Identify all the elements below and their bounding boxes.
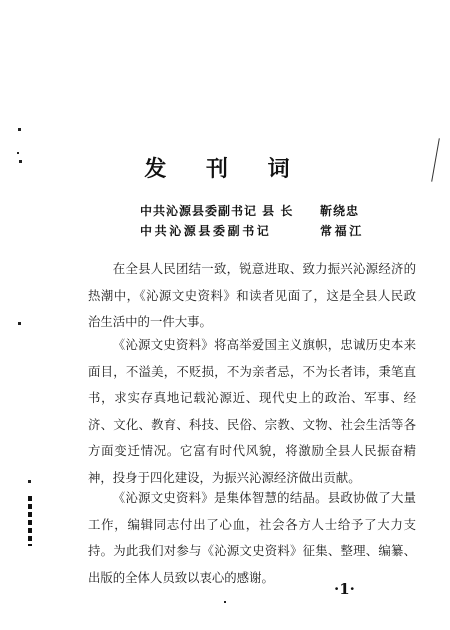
paragraph-3 xyxy=(88,485,416,591)
scan-mark-3 xyxy=(19,160,22,163)
binding-marks xyxy=(28,496,32,546)
signatory-1-name: 靳绕忠 xyxy=(320,204,360,218)
signatory-1-role: 中共沁源县委副书记 县 长 xyxy=(140,204,294,218)
signatory-2-name: 常福江 xyxy=(320,224,364,238)
scan-mark-1 xyxy=(18,128,21,131)
paragraph-2 xyxy=(88,332,416,491)
paragraph-1-text: 在全县人民团结一致，锐意进取、致力振兴沁源经济的热潮中，《沁源文史资料》和读者见面了，这是全县人民政治生活中的一件大事。 xyxy=(88,261,416,329)
scan-mark-5 xyxy=(28,480,31,483)
page-title: 发 刊 词 xyxy=(144,156,306,182)
scan-mark-4 xyxy=(18,322,21,325)
paragraph-2-text: 《沁源文史资料》将高举爱国主义旗帜，忠诚历史本来面目，不溢美，不贬损，不为亲者忌，不为长者讳，秉笔直书，求实存真地记载沁源近、现代史上的政治、军事、经济、文化、教育、科技、民俗、宗教、文物、社会生活等各方面变迁情况。它富有时代风貌，将激励全县人民振奋精神，投身于四化建设，为振兴沁源经济做出贡献。 xyxy=(88,337,416,485)
signatory-1 xyxy=(140,202,380,218)
signatory-2-role: 中共沁源县委副书记 xyxy=(140,224,272,238)
paragraph-3-text: 《沁源文史资料》是集体智慧的结晶。县政协做了大量工作，编辑同志付出了心血，社会各方人士给予了大力支持。为此我们对参与《沁源文史资料》征集、整理、编纂、出版的全体人员致以衷心的感谢。 xyxy=(88,490,416,585)
scan-mark-6 xyxy=(224,601,226,603)
paragraph-1 xyxy=(88,256,416,336)
page-number: ·1· xyxy=(334,580,355,598)
scan-mark-2 xyxy=(17,152,19,154)
signatory-2 xyxy=(140,222,380,238)
